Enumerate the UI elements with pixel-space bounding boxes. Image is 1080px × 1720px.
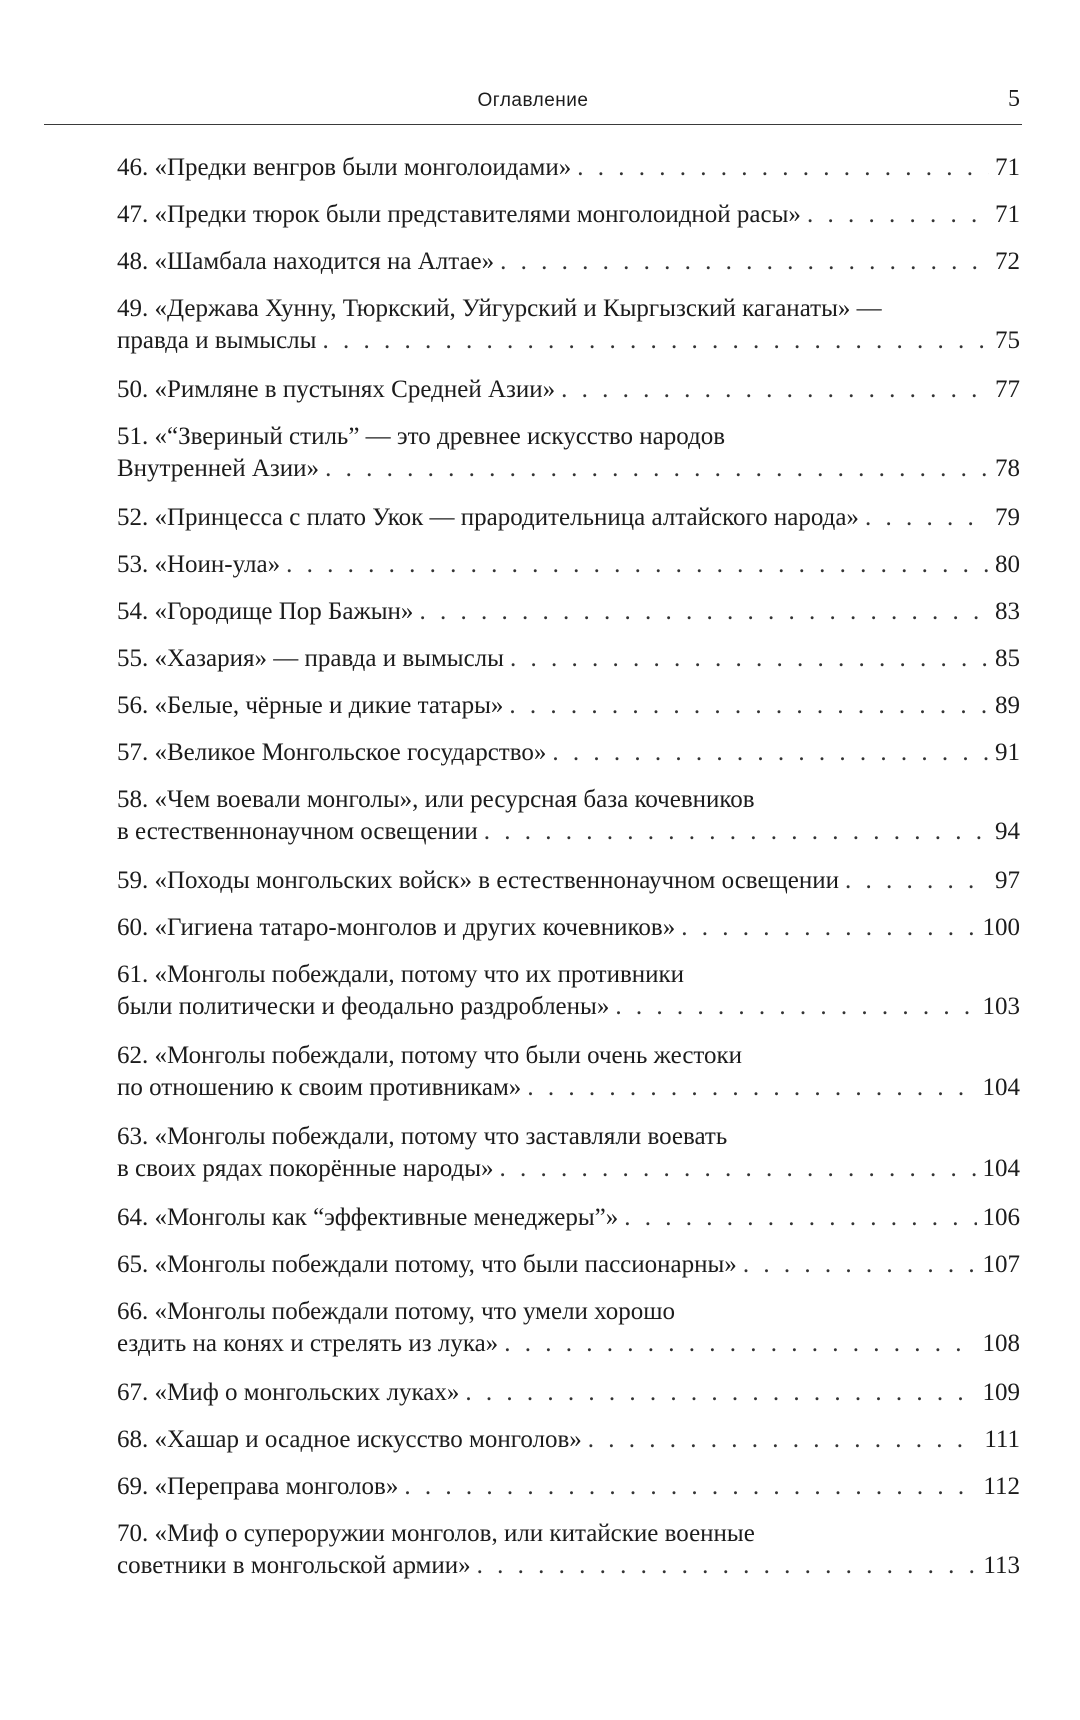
toc-entry-row: [117, 453, 1020, 485]
toc-entry-page-number: 75: [995, 327, 1020, 354]
header-title: Оглавление: [477, 90, 589, 111]
toc-entry-title-line: 51. «“Звериный стиль” — это древнее искусство народов: [117, 423, 725, 450]
toc-entry-page-number: 80: [995, 551, 1020, 578]
toc-entry-row: [117, 690, 1020, 722]
toc-entry-row: [117, 1202, 1020, 1234]
toc-entry-page-number: 103: [982, 993, 1020, 1020]
toc-entry: [117, 293, 1020, 357]
dot-leader: [465, 1377, 976, 1409]
toc-entry-page-number: 107: [982, 1251, 1020, 1278]
toc-entry-row: [117, 1424, 1020, 1456]
toc-entry-row: [117, 1072, 1020, 1104]
toc-entry: [117, 1518, 1020, 1582]
toc-entry-page-number: 104: [982, 1155, 1020, 1182]
toc-entry-page-number: 112: [983, 1473, 1020, 1500]
toc-entry-title-line: 55. «Хазария» — правда и вымыслы: [117, 645, 504, 672]
toc-entry-page-number: 77: [995, 376, 1020, 403]
toc-entry-row: [117, 991, 1020, 1023]
dot-leader: [681, 912, 976, 944]
toc-entry: [117, 1040, 1020, 1104]
toc-entry-title-line: 48. «Шамбала находится на Алтае»: [117, 248, 495, 275]
toc-entry-title-line: 56. «Белые, чёрные и дикие татары»: [117, 692, 504, 719]
dot-leader: [865, 502, 989, 534]
toc-entry-page-number: 106: [982, 1204, 1020, 1231]
toc-entry-page-number: 71: [995, 154, 1020, 181]
toc-entry: [117, 784, 1020, 848]
header-page-number: 5: [1008, 86, 1020, 112]
toc-entry-page-number: 94: [995, 818, 1020, 845]
toc-entry-page-number: 109: [982, 1379, 1020, 1406]
toc-entry-page-number: 71: [995, 201, 1020, 228]
toc-entry-page-number: 91: [995, 739, 1020, 766]
dot-leader: [615, 991, 976, 1023]
toc-entry-title-line: были политически и феодально раздроблены»: [117, 993, 610, 1020]
toc-entry-row: [117, 596, 1020, 628]
toc-entry-page-number: 72: [995, 248, 1020, 275]
dot-leader: [404, 1471, 977, 1503]
toc-entry-title-line: 67. «Миф о монгольских луках»: [117, 1379, 460, 1406]
toc-entry: [117, 1377, 1020, 1409]
toc-entry-title-line: в своих рядах покорённые народы»: [117, 1155, 494, 1182]
dot-leader: [552, 737, 989, 769]
toc-entry-title-line: по отношению к своим противникам»: [117, 1074, 522, 1101]
toc-entry-title-line: 60. «Гигиена татаро-монголов и других кочевников»: [117, 914, 676, 941]
table-of-contents: [117, 152, 1020, 1599]
dot-leader: [561, 374, 989, 406]
toc-entry-row: [117, 1471, 1020, 1503]
toc-entry-title-line: 49. «Держава Хунну, Тюркский, Уйгурский и Кыргызский каганаты» —: [117, 295, 882, 322]
toc-entry-row: [117, 325, 1020, 357]
toc-entry-page-number: 78: [995, 455, 1020, 482]
toc-entry-row: [117, 816, 1020, 848]
toc-entry: [117, 1202, 1020, 1234]
toc-entry-page-number: 79: [995, 504, 1020, 531]
toc-entry-title-line: 61. «Монголы побеждали, потому что их противники: [117, 961, 685, 988]
toc-entry-row: [117, 152, 1020, 184]
toc-entry-page-number: 85: [995, 645, 1020, 672]
toc-entry-row: [117, 549, 1020, 581]
toc-entry-row: [117, 865, 1020, 897]
dot-leader: [500, 246, 989, 278]
toc-entry-title-line: 47. «Предки тюрок были представителями монголоидной расы»: [117, 201, 801, 228]
dot-leader: [510, 643, 989, 675]
toc-entry: [117, 959, 1020, 1023]
toc-entry-row: [117, 1153, 1020, 1185]
toc-entry: [117, 1121, 1020, 1185]
toc-entry: [117, 1249, 1020, 1281]
toc-entry-title-line: 50. «Римляне в пустынях Средней Азии»: [117, 376, 556, 403]
toc-entry-title-line: 53. «Ноин-ула»: [117, 551, 281, 578]
toc-entry-page-number: 97: [995, 867, 1020, 894]
toc-entry: [117, 865, 1020, 897]
dot-leader: [527, 1072, 976, 1104]
toc-entry-title-line: 64. «Монголы как “эффективные менеджеры”»: [117, 1204, 619, 1231]
toc-entry-page-number: 83: [995, 598, 1020, 625]
toc-entry-title-line: 65. «Монголы побеждали потому, что были пассионарны»: [117, 1251, 737, 1278]
dot-leader: [500, 1153, 977, 1185]
toc-entry: [117, 690, 1020, 722]
toc-entry-row: [117, 737, 1020, 769]
toc-entry-row: [117, 1550, 1020, 1582]
toc-entry-title-line: 54. «Городище Пор Бажын»: [117, 598, 414, 625]
toc-entry-title-line: 52. «Принцесса с плато Укок — прародительница алтайского народа»: [117, 504, 859, 531]
dot-leader: [624, 1202, 976, 1234]
dot-leader: [845, 865, 989, 897]
toc-entry-row: [117, 1377, 1020, 1409]
toc-entry: [117, 152, 1020, 184]
toc-entry: [117, 502, 1020, 534]
toc-entry-title-line: Внутренней Азии»: [117, 455, 320, 482]
toc-entry-title-line: советники в монгольской армии»: [117, 1552, 471, 1579]
toc-entry: [117, 1424, 1020, 1456]
dot-leader: [419, 596, 989, 628]
toc-entry-title-line: 69. «Переправа монголов»: [117, 1473, 399, 1500]
toc-entry-title-line: правда и вымыслы: [117, 327, 317, 354]
toc-entry-title-line: 59. «Походы монгольских войск» в естественнонаучном освещении: [117, 867, 840, 894]
toc-entry-title-line: 46. «Предки венгров были монголоидами»: [117, 154, 572, 181]
toc-entry: [117, 246, 1020, 278]
toc-entry: [117, 596, 1020, 628]
toc-entry: [117, 374, 1020, 406]
toc-entry-title-line: 66. «Монголы побеждали потому, что умели хорошо: [117, 1298, 675, 1325]
toc-entry-title-line: 68. «Хашар и осадное искусство монголов»: [117, 1426, 582, 1453]
toc-entry-page-number: 108: [982, 1330, 1020, 1357]
toc-entry: [117, 1296, 1020, 1360]
dot-leader: [504, 1328, 976, 1360]
toc-entry: [117, 643, 1020, 675]
toc-entry: [117, 549, 1020, 581]
toc-entry-page-number: 104: [982, 1074, 1020, 1101]
dot-leader: [286, 549, 989, 581]
toc-entry-title-line: 63. «Монголы побеждали, потому что заставляли воевать: [117, 1123, 728, 1150]
toc-entry-row: [117, 502, 1020, 534]
toc-entry: [117, 421, 1020, 485]
toc-entry-page-number: 111: [984, 1426, 1020, 1453]
toc-entry-title-line: 70. «Миф о супероружии монголов, или китайские военные: [117, 1520, 755, 1547]
toc-entry-row: [117, 1249, 1020, 1281]
toc-entry-title-line: 62. «Монголы побеждали, потому что были очень жестоки: [117, 1042, 743, 1069]
dot-leader: [477, 1550, 978, 1582]
toc-entry-row: [117, 199, 1020, 231]
toc-entry: [117, 737, 1020, 769]
dot-leader: [325, 453, 989, 485]
toc-entry-row: [117, 246, 1020, 278]
toc-entry: [117, 912, 1020, 944]
dot-leader: [807, 199, 989, 231]
dot-leader: [743, 1249, 977, 1281]
toc-entry-title-line: ездить на конях и стрелять из лука»: [117, 1330, 499, 1357]
toc-entry: [117, 1471, 1020, 1503]
toc-entry-row: [117, 1328, 1020, 1360]
toc-entry-title-line: в естественнонаучном освещении: [117, 818, 478, 845]
toc-entry-page-number: 113: [983, 1552, 1020, 1579]
toc-entry-page-number: 100: [982, 914, 1020, 941]
toc-entry: [117, 199, 1020, 231]
toc-entry-row: [117, 374, 1020, 406]
dot-leader: [484, 816, 989, 848]
dot-leader: [588, 1424, 979, 1456]
dot-leader: [577, 152, 989, 184]
dot-leader: [322, 325, 989, 357]
toc-entry-page-number: 89: [995, 692, 1020, 719]
toc-entry-row: [117, 643, 1020, 675]
dot-leader: [509, 690, 989, 722]
toc-entry-title-line: 57. «Великое Монгольское государство»: [117, 739, 547, 766]
running-header: [44, 84, 1022, 125]
toc-entry-title-line: 58. «Чем воевали монголы», или ресурсная база кочевников: [117, 786, 755, 813]
toc-entry-row: [117, 912, 1020, 944]
